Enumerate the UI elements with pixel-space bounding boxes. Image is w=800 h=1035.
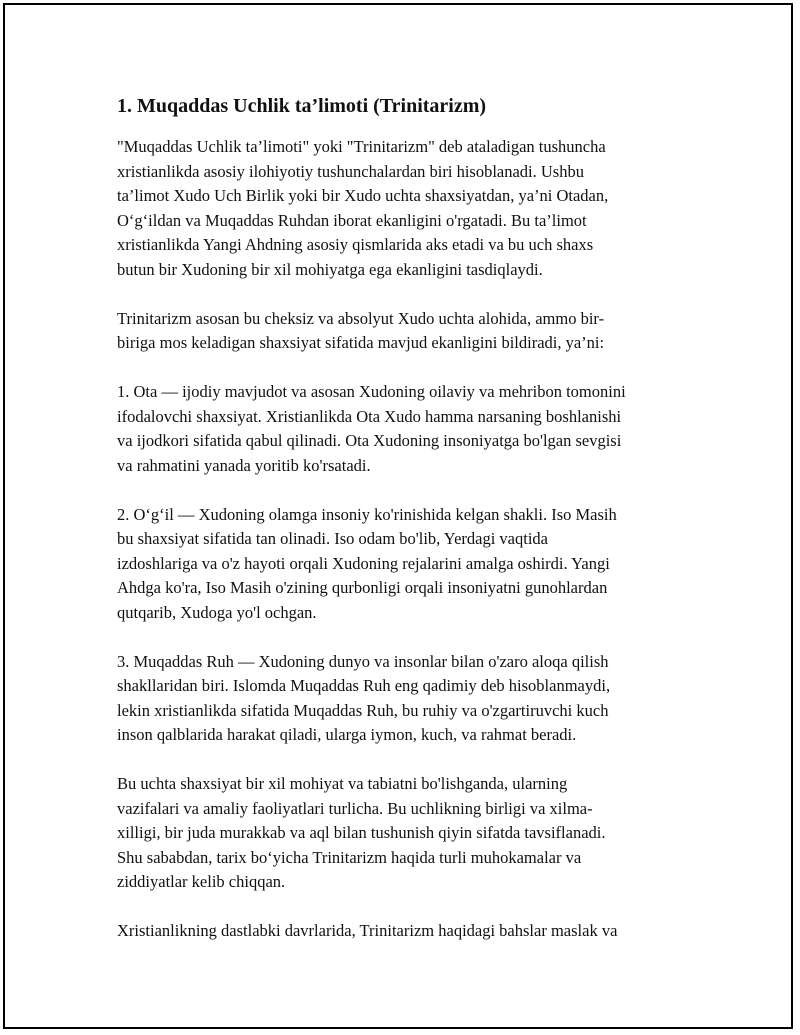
paragraph-line: 1. Ota — ijodiy mavjudot va asosan Xudoning oilaviy va mehribon tomonini [117,382,626,401]
paragraph-line: 2. O‘g‘il — Xudoning olamga insoniy ko'rinishida kelgan shakli. Iso Masih [117,504,617,524]
paragraph-line: Bu uchta shaxsiyat bir xil mohiyat va tabiatni bo'lishganda, ularning [117,774,568,793]
document-body [117,92,687,944]
paragraph-line: biriga mos keladigan shaxsiyat sifatida mavjud ekanligini bildiradi, ya’ni: [117,333,605,352]
paragraph-line: "Muqaddas Uchlik ta’limoti" yoki "Trinitarizm" deb ataladigan tushuncha [117,137,606,156]
paragraph-line: xristianlikda asosiy ilohiyotiy tushunchalardan biri hisoblanadi. Ushbu [117,161,584,181]
paragraph-line: xristianlikda Yangi Ahdning asosiy qismlarida aks etadi va bu uch shaxs [117,235,594,254]
paragraph-line: va rahmatini yanada yoritib ko'rsatadi. [117,455,371,475]
paragraph-line: ifodalovchi shaxsiyat. Xristianlikda Ota Xudo hamma narsaning boshlanishi [117,406,622,426]
paragraph-line: shakllaridan biri. Islomda Muqaddas Ruh eng qadimiy deb hisoblanmaydi, [117,676,611,695]
paragraph-line: O‘g‘ildan va Muqaddas Ruhdan iborat ekanligini o'rgatadi. Bu ta’limot [117,210,587,230]
paragraph-line: Ahdga ko'ra, Iso Masih o'zining qurbonligi orqali insoniyatni gunohlardan [117,578,608,597]
paragraph-line: butun bir Xudoning bir xil mohiyatga ega ekanligini tasdiqlaydi. [117,259,543,279]
paragraph-line: ta’limot Xudo Uch Birlik yoki bir Xudo uchta shaxsiyatdan, ya’ni Otadan, [117,186,609,205]
paragraph-line: qutqarib, Xudoga yo'l ochgan. [117,602,317,622]
paragraph-line: vazifalari va amaliy faoliyatlari turlicha. Bu uchlikning birligi va xilma- [117,798,593,818]
paragraph-line: va ijodkori sifatida qabul qilinadi. Ota Xudoning insoniyatga bo'lgan sevgisi [117,431,622,450]
paragraph-line: 3. Muqaddas Ruh — Xudoning dunyo va insonlar bilan o'zaro aloqa qilish [117,651,609,671]
paragraph-line: bu shaxsiyat sifatida tan olinadi. Iso odam bo'lib, Yerdagi vaqtida [117,529,548,548]
paragraph-line: lekin xristianlikda sifatida Muqaddas Ruh, bu ruhiy va o'zgartiruvchi kuch [117,700,609,720]
paragraph-line: Shu sababdan, tarix bo‘yicha Trinitarizm haqida turli muhokamalar va [117,847,582,867]
paragraphs-container [117,135,687,944]
paragraph-gap [117,748,687,773]
paragraph-line: Trinitarizm asosan bu cheksiz va absolyut Xudo uchta alohida, ammo bir- [117,308,605,328]
paragraph-line: izdoshlariga va o'z hayoti orqali Xudoning rejalarini amalga oshirdi. Yangi [117,553,610,573]
section-heading: 1. Muqaddas Uchlik ta’limoti (Trinitarizm) [117,95,487,117]
paragraph-gap [117,625,687,650]
paragraph-gap [117,478,687,503]
paragraph-line: xilligi, bir juda murakkab va aql bilan tushunish qiyin sifatda tavsiflanadi. [117,823,606,842]
paragraph-line: inson qalblarida harakat qiladi, ularga iymon, kuch, va rahmat beradi. [117,725,577,744]
paragraph-line: ziddiyatlar kelib chiqqan. [117,872,286,891]
paragraph-gap [117,895,687,920]
paragraph-gap [117,356,687,381]
paragraph-line: Xristianlikning dastlabki davrlarida, Trinitarizm haqidagi bahslar maslak va [117,921,618,940]
paragraph-gap [117,282,687,307]
